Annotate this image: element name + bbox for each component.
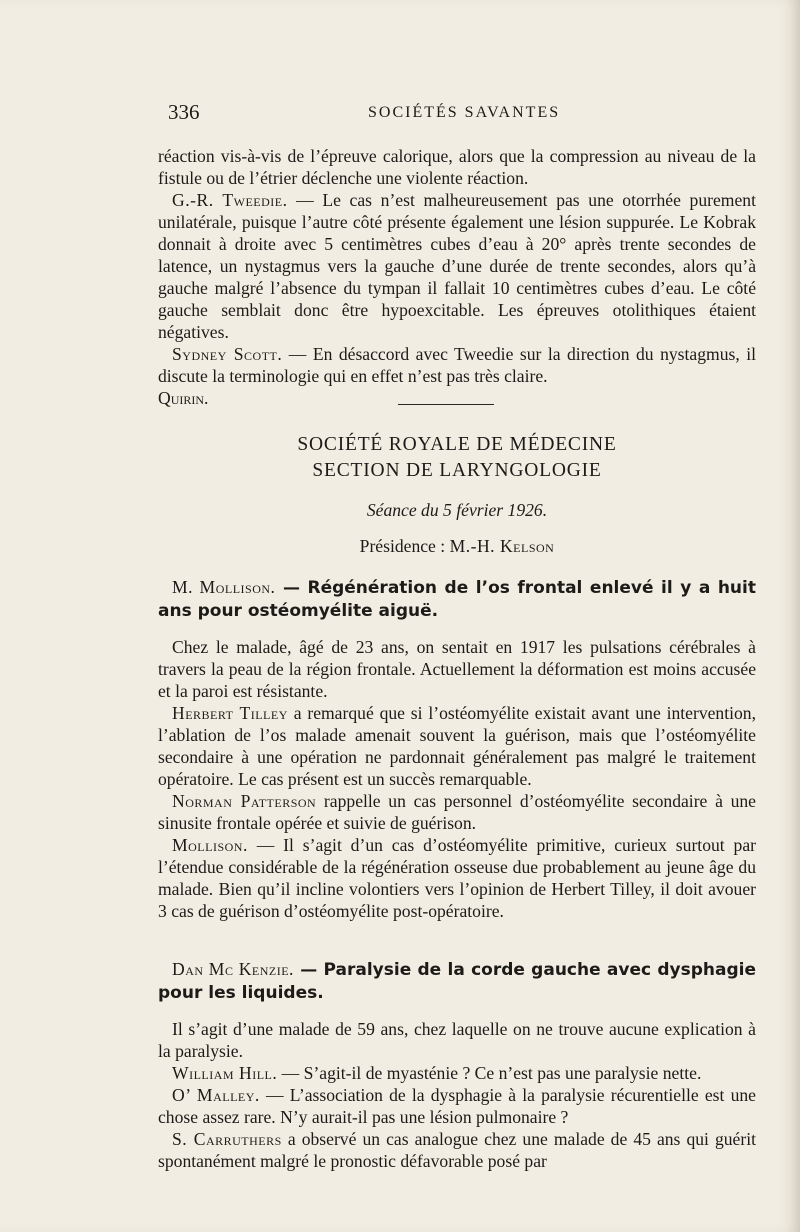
- paragraph-text: a remarqué que si l’ostéomyélite existait avant une intervention, l’ablation de l’os malade amenait souvent la guérison, mais que l’ostéomyélite secondaire à une opération ne pardonnait généralement pas malgré le traitement opératoire. Le cas présent est un succès remarquable.: [158, 703, 756, 789]
- paragraph: Chez le malade, âgé de 23 ans, on sentait en 1917 les pulsations cérébrales à travers la peau de la région frontale. Actuellement la déformation est moins accusée et la paroi est résistante.: [158, 637, 756, 701]
- case-title: — Paralysie de la corde gauche avec dysphagie pour les liquides.: [158, 960, 756, 1003]
- paragraph: [158, 702, 756, 790]
- paragraph: [158, 189, 756, 343]
- speaker-name: S. Carruthers: [172, 1129, 282, 1149]
- president-name: M.-H. Kelson: [449, 536, 555, 556]
- section-divider: [398, 404, 494, 405]
- speaker-name: Mollison.: [172, 835, 248, 855]
- paragraph: [158, 834, 756, 922]
- presidence-line: [158, 536, 756, 557]
- case-vocal-cord: [158, 958, 756, 1172]
- paragraph: [158, 1062, 756, 1084]
- running-title: SOCIÉTÉS SAVANTES: [368, 104, 561, 121]
- society-name: SOCIÉTÉ ROYALE DE MÉDECINE: [297, 434, 617, 455]
- case-title: — Régénération de l’os frontal enlevé il y a huit ans pour ostéomyélite aiguë.: [158, 578, 756, 621]
- paragraph: [158, 790, 756, 834]
- signature: Quirin.: [158, 388, 209, 408]
- case-heading: [158, 576, 756, 622]
- section-name: SECTION DE LARYNGOLOGIE: [312, 460, 602, 481]
- speaker-name: Sydney Scott.: [172, 344, 283, 364]
- presidence-label: Présidence :: [359, 536, 450, 556]
- society-heading: [158, 432, 756, 484]
- paragraph-text: — S’agit-il de myasténie ? Ce n’est pas une paralysie nette.: [277, 1063, 702, 1083]
- paragraph-text: — Le cas n’est malheureusement pas une otorrhée purement unilatérale, puisque l’autre côté présente également une lésion suppurée. Le Kobrak donnait à droite avec 5 centimètres cubes d’eau à 20° après trente secondes de latence, un nystagmus vers la gauche d’une durée de trente secondes, alors qu’à gauche malgré l’absence du tympan il fallait 10 centimètres cubes d’eau. Le côté gauche semblait donc être hypoexcitable. Les épreuves otolithiques étaient négatives.: [158, 190, 756, 342]
- session-date: Séance du 5 février 1926.: [366, 500, 548, 520]
- paragraph: [158, 343, 756, 387]
- case-heading: [158, 958, 756, 1004]
- paragraph: [158, 1128, 756, 1172]
- speaker-name: Dan Mc Kenzie.: [172, 959, 294, 979]
- speaker-name: William Hill.: [172, 1063, 278, 1083]
- paragraph: réaction vis-à-vis de l’épreuve calorique, alors que la compression au niveau de la fistule ou de l’étrier déclenche une violente réaction.: [158, 146, 756, 188]
- speaker-name: M. Mollison.: [172, 577, 276, 597]
- paragraph-text: a observé un cas analogue chez une malade de 45 ans qui guérit spontanément malgré le pronostic défavorable posé par: [158, 1129, 756, 1171]
- paragraph-text: — Il s’agit d’un cas d’ostéomyélite primitive, curieux surtout par l’étendue considérable de la régénération osseuse due probablement au jeune âge du malade. Bien qu’il incline volontiers vers l’opinion de Herbert Tilley, il doit avouer 3 cas de guérison d’ostéomyélite post-opératoire.: [158, 835, 756, 921]
- speaker-name: Norman Patterson: [172, 791, 317, 811]
- page-header: [0, 100, 800, 130]
- case-frontal-bone: [158, 576, 756, 922]
- paragraph-text: — En désaccord avec Tweedie sur la direction du nystagmus, il discute la terminologie qui en effet n’est pas très claire.: [158, 344, 756, 386]
- speaker-name: G.-R. Tweedie.: [172, 190, 288, 210]
- paragraph: Il s’agit d’une malade de 59 ans, chez laquelle on ne trouve aucune explication à la paralysie.: [158, 1019, 756, 1061]
- speaker-name: O’ Malley.: [172, 1085, 260, 1105]
- paragraph-text: rappelle un cas personnel d’ostéomyélite secondaire à une sinusite frontale opérée et suivie de guérison.: [158, 791, 756, 833]
- paragraph-text: — L’association de la dysphagie à la paralysie récurentielle est une chose assez rare. N’y aurait-il pas une lésion pulmonaire ?: [158, 1085, 756, 1127]
- speaker-name: Herbert Tilley: [172, 703, 288, 723]
- top-section: [158, 145, 756, 409]
- page-number: 336: [168, 100, 200, 124]
- paragraph: [158, 1084, 756, 1128]
